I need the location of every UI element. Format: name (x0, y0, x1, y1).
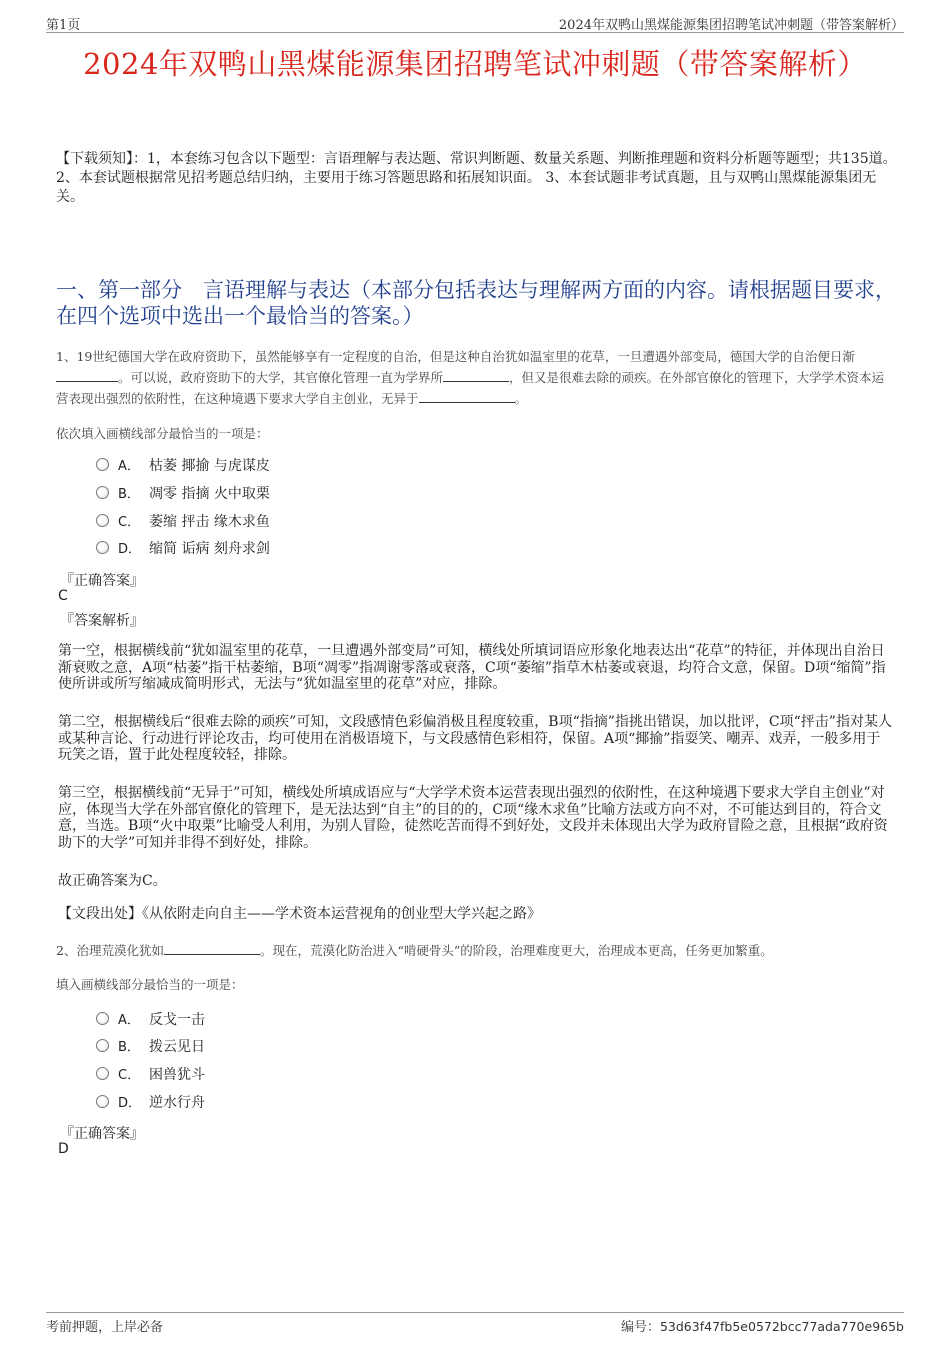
footer-slogan: 考前押题，上岸必备 (46, 1320, 164, 1335)
document-title: 2024年双鸭山黑煤能源集团招聘笔试冲刺题（带答案解析） (83, 47, 867, 81)
download-notice: 【下载须知】：1，本套练习包含以下题型：言语理解与表达题、常识判断题、数量关系题、判断推理题和资料分析题等题型；共135道。 2、本套试题根据常见招考题总结归纳，主要用于练习答题思路和拓展知识面。 3、本套试题非考试真题，且与双鸭山黑煤能源集团无关。 (56, 151, 897, 205)
q2-option-d[interactable]: D． 逆水行舟 (96, 1093, 205, 1113)
page-number: 第1页 (46, 18, 81, 33)
page-footer (46, 1312, 904, 1335)
q2-option-a[interactable]: A． 反戈一击 (96, 1010, 205, 1030)
section-heading: 一、第一部分 言语理解与表达（本部分包括表达与理解两方面的内容。请根据题目要求，在四个选项中选出一个最恰当的答案。） (56, 278, 896, 328)
q2-answer-label: 『正确答案』 (60, 1126, 144, 1142)
q1-option-d[interactable]: D． 缩简 诟病 刻舟求剑 (96, 539, 270, 559)
blank-3 (419, 388, 515, 403)
radio-icon[interactable] (96, 1067, 109, 1080)
q2-option-c[interactable]: C． 困兽犹斗 (96, 1065, 205, 1085)
radio-icon[interactable] (96, 541, 109, 554)
q1-answer-label: 『正确答案』 (60, 573, 144, 589)
question-1-prompt: 依次填入画横线部分最恰当的一项是： (56, 426, 269, 441)
question-2-text: 2、治理荒漠化犹如 。现在，荒漠化防治进入“啃硬骨头”的阶段，治理难度更大，治理成本更高，任务更加繁重。 (56, 940, 894, 961)
q1-conclusion: 故正确答案为C。 (58, 873, 167, 889)
radio-icon[interactable] (96, 514, 109, 527)
q1-analysis-paragraph: 第三空，根据横线前“无异于”可知，横线处所填成语应与“大学学术资本运营表现出强烈的依附性，在这种境遇下要求大学自主创业”对应，体现当大学在外部官僚化的管理下，是无法达到“自主”的目的的，C项“缘木求鱼”比喻方法或方向不对，不可能达到目的，符合文意，当选。B项“火中取栗”比喻受人利用，为别人冒险，徒然吃苦而得不到好处，文段并未体现出大学为政府冒险之意，且根据“政府资助下的大学”可知并非得不到好处，排除。 (58, 785, 888, 851)
radio-icon[interactable] (96, 1039, 109, 1052)
q2-answer: D (58, 1141, 69, 1157)
q1-analysis-paragraph: 第二空，根据横线后“很难去除的顽疾”可知，文段感情色彩偏消极且程度较重，B项“指摘”指挑出错误，加以批评，C项“抨击”指对某人或某种言论、行动进行评论攻击，均可使用在消极语境下，与文段感情色彩相符，保留。A项“揶揄”指耍笑、嘲弄、戏弄，一般多用于玩笑之语，置于此处程度较轻，排除。 (58, 714, 892, 763)
q1-source: 【文段出处】《从依附走向自主——学术资本运营视角的创业型大学兴起之路》 (58, 906, 541, 922)
question-1-text: 1、19世纪德国大学在政府资助下，虽然能够享有一定程度的自治，但是这种自治犹如温室里的花草，一旦遭遇外部变局，德国大学的自治便日渐。可以说，政府资助下的大学，其官僚化管理一直为学界所 ，但又是很难去除的顽疾。在外部官僚化的管理下，大学学术资本运营表现出强烈的依附性，在这种境遇下要求大学自主创业，无异于 。 (56, 349, 885, 406)
radio-icon[interactable] (96, 1095, 109, 1108)
blank-1 (164, 940, 260, 955)
radio-icon[interactable] (96, 1012, 109, 1025)
q1-analysis-label: 『答案解析』 (60, 613, 144, 629)
footer-code: 编号：53d63f47fb5e0572bcc77ada770e965b (620, 1319, 904, 1335)
q2-option-b[interactable]: B． 拨云见日 (96, 1037, 205, 1057)
question-2-prompt: 填入画横线部分最恰当的一项是： (56, 977, 244, 992)
q1-answer: C (58, 588, 68, 604)
page-header (46, 14, 904, 33)
radio-icon[interactable] (96, 458, 109, 471)
radio-icon[interactable] (96, 486, 109, 499)
header-doc-title: 2024年双鸭山黑煤能源集团招聘笔试冲刺题（带答案解析） (558, 18, 904, 33)
q1-analysis-paragraph: 第一空，根据横线前“犹如温室里的花草，一旦遭遇外部变局”可知，横线处所填词语应形象化地表达出“花草”的特征，并体现出自治日渐衰败之意，A项“枯萎”指干枯萎缩，B项“凋零”指凋谢零落或衰落，C项“萎缩”指草木枯萎或衰退，均符合文意，保留。D项“缩简”指使所讲或所写缩减成简明形式，无法与“犹如温室里的花草”对应，排除。 (58, 643, 886, 692)
blank-2 (443, 367, 509, 382)
q1-option-b[interactable]: B． 凋零 指摘 火中取栗 (96, 484, 270, 504)
q1-option-a[interactable]: A． 枯萎 揶揄 与虎谋皮 (96, 456, 270, 476)
blank-1 (56, 367, 118, 382)
q1-option-c[interactable]: C． 萎缩 抨击 缘木求鱼 (96, 512, 270, 532)
